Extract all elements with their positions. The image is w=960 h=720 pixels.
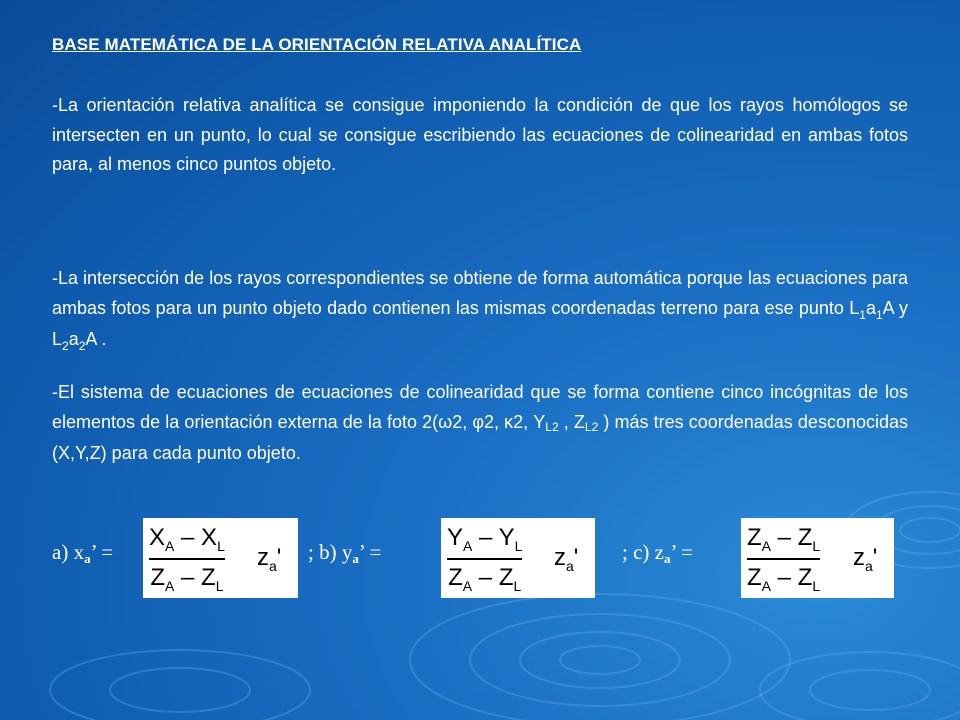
t: A — [761, 538, 772, 554]
t: X — [149, 524, 166, 551]
eq-a-denominator — [149, 562, 225, 596]
t: ' — [872, 544, 878, 571]
equation-c-label — [622, 540, 693, 565]
t: L — [215, 577, 224, 594]
equation-b-fraction — [447, 522, 522, 596]
t: A — [165, 577, 175, 594]
t: – Z — [174, 563, 216, 591]
t: z — [257, 544, 269, 571]
t: Y — [447, 524, 464, 551]
equation-a-label — [52, 540, 113, 565]
equation-a-box — [143, 518, 298, 598]
eq-b-denominator — [447, 562, 522, 596]
p3-mid: , Z — [558, 411, 585, 432]
t: L — [812, 538, 821, 554]
page-title: BASE MATEMÁTICA DE LA ORIENTACIÓN RELATIVA ANALÍTICA — [52, 35, 582, 54]
p3-sub1: L2 — [545, 419, 559, 434]
p2-sub1: 1 — [859, 307, 866, 322]
equation-b-box — [441, 518, 595, 598]
t: L — [514, 538, 523, 554]
eq-a-equals: ’ = — [90, 540, 114, 564]
p2-a1: A y — [882, 297, 908, 318]
eq-c-sub: a — [663, 551, 671, 566]
eq-c-numerator — [747, 522, 820, 556]
p2-end: A . — [85, 329, 107, 349]
t: L — [513, 577, 522, 594]
t: ' — [276, 544, 282, 571]
p2-a: a — [865, 297, 876, 318]
t: – Z — [771, 563, 813, 591]
eq-b-text: ; b) y — [308, 540, 353, 564]
p2-l2: L — [52, 329, 63, 349]
t: a — [566, 558, 574, 574]
eq-b-sub: a — [352, 551, 359, 566]
t: – Y — [472, 524, 515, 551]
equation-c-fraction — [747, 522, 820, 596]
t: Z — [448, 563, 463, 591]
paragraph-intersection — [52, 264, 908, 357]
paragraph-system — [52, 378, 908, 469]
eq-c-equals: ’ = — [670, 540, 694, 564]
t: a — [865, 558, 873, 574]
t: L — [217, 538, 225, 554]
p2-a2: a — [68, 329, 79, 349]
eq-a-numerator — [149, 522, 225, 556]
eq-b-za — [554, 544, 578, 572]
fraction-bar — [747, 558, 820, 560]
equation-a-fraction — [149, 522, 225, 596]
eq-a-sub: a — [84, 551, 91, 566]
p2-l: L — [849, 297, 860, 318]
t: Z — [747, 524, 762, 551]
t: Z — [747, 563, 762, 591]
t: z — [554, 544, 566, 571]
paragraph-orientation: -La orientación relativa analítica se consigue imponiendo la condición de que los rayos homólogos se intersecten en un punto, lo cual se consigue escribiendo las ecuaciones de colinearidad en ambas fotos para, al menos cinco puntos objeto. — [52, 95, 908, 174]
p2-text: -La intersección de los rayos correspondientes se obtiene de forma automática porque las ecuaciones para ambas fotos para un punto objeto dado contienen las mismas coordenadas terreno para ese punto — [52, 268, 908, 318]
t: a — [269, 558, 277, 574]
eq-a-za — [257, 544, 281, 572]
equation-c-box — [741, 518, 894, 598]
t: A — [462, 577, 473, 594]
equation-b-label — [308, 540, 381, 565]
t: A — [761, 577, 772, 594]
p2-sub2: 1 — [875, 307, 883, 322]
eq-b-equals: ’ = — [358, 540, 382, 564]
fraction-bar — [447, 558, 522, 560]
t: Z — [150, 563, 166, 591]
eq-a-text: a) x — [52, 540, 85, 564]
t: z — [853, 544, 865, 571]
p3-text: -El sistema de ecuaciones de ecuaciones de colinearidad que se forma contiene cinco incógnitas de los elementos de la orientación externa de la foto 2(ω2, φ2, κ2, Y — [52, 382, 908, 432]
p3-end: ) más tres coordenadas desconocidas (X,Y,Z) para cada punto objeto. — [52, 411, 908, 463]
eq-b-numerator — [447, 522, 522, 556]
p2-sub3: 2 — [62, 339, 69, 353]
t: L — [812, 577, 821, 594]
t: A — [463, 538, 473, 554]
t: – Z — [472, 563, 514, 591]
t: ' — [573, 544, 579, 571]
fraction-bar — [149, 558, 225, 560]
p3-sub2: L2 — [584, 419, 599, 434]
t: – X — [174, 524, 218, 551]
eq-c-text: ; c) z — [622, 540, 664, 564]
t: A — [165, 538, 175, 554]
t: – Z — [771, 524, 813, 551]
p2-sub4: 2 — [78, 339, 86, 353]
eq-c-za — [853, 544, 877, 572]
eq-c-denominator — [747, 562, 820, 596]
